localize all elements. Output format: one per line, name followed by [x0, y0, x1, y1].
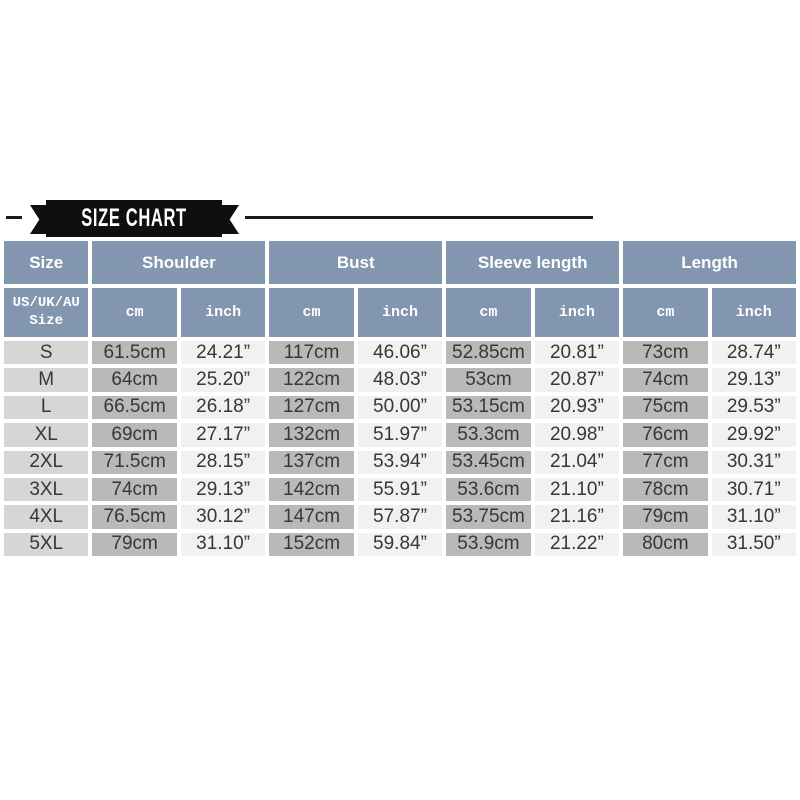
value-cell: 29.53” [712, 396, 796, 419]
unit-header-cell: inch [358, 288, 442, 337]
value-cell: 20.81” [535, 341, 619, 364]
value-cell: 59.84” [358, 533, 442, 556]
value-cell: 20.87” [535, 368, 619, 391]
corner-header-line1: US/UK/AU [12, 295, 80, 311]
value-cell: 78cm [623, 478, 707, 501]
value-cell: 31.50” [712, 533, 796, 556]
value-cell: 29.13” [712, 368, 796, 391]
value-cell: 30.12” [181, 505, 265, 528]
value-cell: 30.31” [712, 451, 796, 474]
value-cell: 20.98” [535, 423, 619, 446]
size-chart-ribbon [46, 200, 222, 237]
unit-header-cell: cm [269, 288, 353, 337]
right-divider-line [245, 216, 593, 219]
value-cell: 147cm [269, 505, 353, 528]
unit-header-cell: inch [535, 288, 619, 337]
unit-header-cell: cm [92, 288, 176, 337]
value-cell: 122cm [269, 368, 353, 391]
value-cell: 51.97” [358, 423, 442, 446]
value-cell: 21.22” [535, 533, 619, 556]
size-label-cell: 2XL [4, 451, 88, 474]
value-cell: 21.10” [535, 478, 619, 501]
value-cell: 29.13” [181, 478, 265, 501]
size-label-cell: S [4, 341, 88, 364]
value-cell: 53.75cm [446, 505, 530, 528]
size-chart-title: SIZE CHART [81, 204, 187, 232]
value-cell: 152cm [269, 533, 353, 556]
unit-header-cell: cm [446, 288, 530, 337]
value-cell: 53.9cm [446, 533, 530, 556]
value-cell: 61.5cm [92, 341, 176, 364]
ribbon-right-tail-icon [221, 205, 239, 234]
size-label-cell: M [4, 368, 88, 391]
value-cell: 26.18” [181, 396, 265, 419]
header-cell-shoulder: Shoulder [92, 241, 265, 284]
ribbon-left-tail-icon [30, 205, 48, 234]
value-cell: 28.74” [712, 341, 796, 364]
value-cell: 28.15” [181, 451, 265, 474]
size-table [4, 241, 796, 556]
value-cell: 57.87” [358, 505, 442, 528]
left-dash-line [6, 216, 22, 219]
value-cell: 79cm [623, 505, 707, 528]
value-cell: 64cm [92, 368, 176, 391]
size-label-cell: 4XL [4, 505, 88, 528]
size-label-cell: XL [4, 423, 88, 446]
value-cell: 71.5cm [92, 451, 176, 474]
value-cell: 127cm [269, 396, 353, 419]
corner-header-line2: Size [29, 312, 64, 329]
value-cell: 137cm [269, 451, 353, 474]
value-cell: 117cm [269, 341, 353, 364]
value-cell: 66.5cm [92, 396, 176, 419]
unit-header-cell: cm [623, 288, 707, 337]
value-cell: 53.3cm [446, 423, 530, 446]
value-cell: 77cm [623, 451, 707, 474]
value-cell: 142cm [269, 478, 353, 501]
value-cell: 73cm [623, 341, 707, 364]
value-cell: 20.93” [535, 396, 619, 419]
value-cell: 27.17” [181, 423, 265, 446]
value-cell: 46.06” [358, 341, 442, 364]
value-cell: 76cm [623, 423, 707, 446]
size-label-cell: L [4, 396, 88, 419]
value-cell: 55.91” [358, 478, 442, 501]
value-cell: 50.00” [358, 396, 442, 419]
value-cell: 74cm [623, 368, 707, 391]
header-cell-size: Size [4, 241, 88, 284]
corner-header-cell [4, 288, 88, 337]
value-cell: 74cm [92, 478, 176, 501]
value-cell: 30.71” [712, 478, 796, 501]
header-cell-sleeve-length: Sleeve length [446, 241, 619, 284]
size-label-cell: 3XL [4, 478, 88, 501]
header-cell-length: Length [623, 241, 796, 284]
size-label-cell: 5XL [4, 533, 88, 556]
value-cell: 53.6cm [446, 478, 530, 501]
value-cell: 79cm [92, 533, 176, 556]
value-cell: 53cm [446, 368, 530, 391]
value-cell: 52.85cm [446, 341, 530, 364]
value-cell: 24.21” [181, 341, 265, 364]
value-cell: 75cm [623, 396, 707, 419]
header-cell-bust: Bust [269, 241, 442, 284]
unit-header-cell: inch [181, 288, 265, 337]
value-cell: 80cm [623, 533, 707, 556]
unit-header-cell: inch [712, 288, 796, 337]
value-cell: 76.5cm [92, 505, 176, 528]
value-cell: 25.20” [181, 368, 265, 391]
value-cell: 53.94” [358, 451, 442, 474]
value-cell: 69cm [92, 423, 176, 446]
value-cell: 21.04” [535, 451, 619, 474]
value-cell: 21.16” [535, 505, 619, 528]
value-cell: 132cm [269, 423, 353, 446]
value-cell: 53.15cm [446, 396, 530, 419]
value-cell: 31.10” [181, 533, 265, 556]
value-cell: 48.03” [358, 368, 442, 391]
value-cell: 29.92” [712, 423, 796, 446]
value-cell: 31.10” [712, 505, 796, 528]
value-cell: 53.45cm [446, 451, 530, 474]
